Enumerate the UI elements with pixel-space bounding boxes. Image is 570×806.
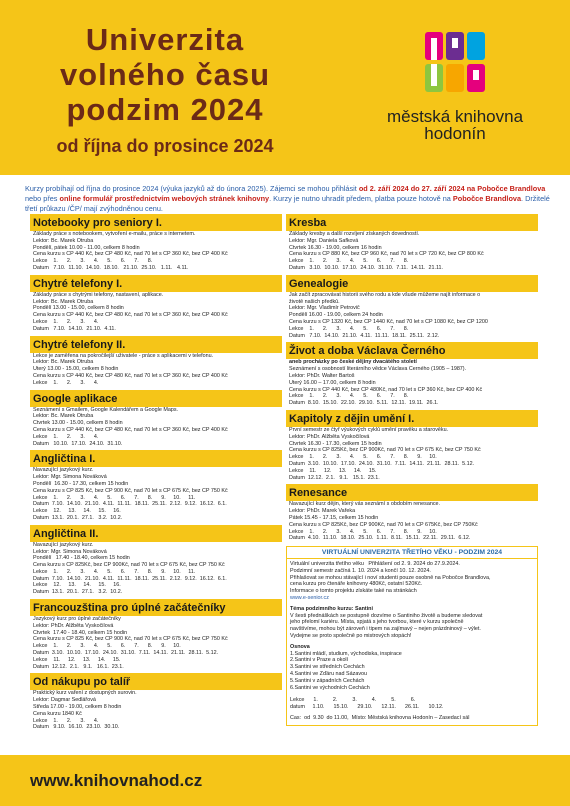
course-detail-line: Lektor: Mgr. Vladimír Petrovič: [289, 305, 360, 312]
course-detail-line: Lektor: Bc. Marek Otruba: [33, 413, 94, 420]
course-detail-line: Úterý 16.00 – 17.00, celkem 8 hodin: [289, 379, 376, 386]
osnova-item: 6.Santini ve východních Čechách: [290, 684, 370, 691]
osnova-title: Osnova: [290, 643, 310, 650]
library-name-line: hodonín: [424, 124, 486, 143]
course-detail-line: Cena kurzu s ČP 440 Kč, bez ČP 480 Kč, nad 70 let s ČP 360 Kč, bez ČP 400 Kč: [33, 372, 228, 379]
course-detail-line: Lekce 12. 13. 14. 15. 16.: [33, 508, 121, 515]
course-title: Angličtina I.: [30, 452, 282, 467]
course-detail-line: Lektor: Bc. Marek Otruba: [33, 237, 94, 244]
course-detail-line: Lekce 1. 2. 3. 4. 5. 6. 7. 8. 9. 10. 11.: [33, 494, 196, 501]
course-title: Chytré telefony I.: [30, 277, 282, 292]
virtual-university-box: [286, 546, 538, 726]
course-detail-line: Navazující jazykový kurz.: [33, 467, 94, 474]
course-detail-line: Datum 7.10. 11.10. 14.10. 18.10. 21.10. 25.10. 1.11. 4.11.: [33, 264, 189, 271]
course-card: [30, 214, 282, 272]
osnova-item: 3.Santini ve středních Čechách: [290, 664, 365, 671]
course-detail-line: Základy práce s chytrými telefony, nastavení, aplikace.: [33, 291, 164, 298]
course-detail-line: Lekce 1. 2. 3. 4. 5. 6. 7. 8. 9. 10.: [289, 528, 437, 535]
course-detail-line: Cena kurzu s ČP 1320 Kč, bez ČP 1440 Kč, nad 70 let s ČP 1080 Kč, bez ČP 1200: [289, 318, 488, 325]
course-detail-line: Základy kresby a další rozvíjení získaných dovedností.: [289, 231, 420, 237]
page-title: [40, 22, 290, 127]
topic-line: jeho přelomí kariéru. Místa, spjatá s jeho tvorbou, které v kurzu společně: [290, 619, 464, 626]
course-detail-line: První semestr ze čtyř výukových cyklů umění pravěku a starověku.: [289, 426, 449, 433]
virtual-info-line: Podzimní semestr začíná 1. 10. 2024 a končí 10. 12. 2024.: [290, 567, 431, 574]
course-detail-line: Lekce 1. 2. 3. 4.: [33, 379, 99, 386]
intro-text: [25, 184, 550, 214]
page-subtitle: od října do prosince 2024: [56, 136, 274, 156]
course-card: [286, 342, 538, 407]
course-detail-line: Pondělí 16.00 - 19.00, celkem 24 hodin: [289, 312, 383, 319]
intro-part: . Kurzy je nutno uhradit předem, platba pouze hotově na: [269, 194, 453, 203]
library-name-line: městská knihovna: [386, 107, 524, 126]
course-detail-line: Lekce 11. 12. 13. 14. 15.: [289, 467, 377, 474]
course-detail-line: Seznámení s Gmailem, Google Kalendářem a Google Maps.: [33, 406, 179, 413]
course-detail-line: Cena kurzu 1840 Kč: [33, 710, 82, 717]
course-detail-line: Lektor: Dagmar Sedlářová: [33, 697, 96, 704]
course-detail-line: Lektor: Bc. Marek Otruba: [33, 298, 94, 305]
course-card: [286, 275, 538, 340]
course-detail-line: Pondělí 17.40 - 18.40, celkem 15 hodin: [33, 555, 130, 562]
intro-highlight: online formulář prostřednictvím webových stránek knihovny: [59, 194, 270, 203]
title-line: Univerzita: [85, 22, 245, 57]
topic-title: Téma podzimního kurzu: Santini: [290, 605, 373, 612]
course-detail-line: Navazující kurz dějin, který vás seznámí s obdobím renesance.: [289, 501, 441, 508]
intro-part: . Držitelé třetí průkazu /ČP/ mají zvýhodněnou cenu.: [25, 194, 550, 213]
course-detail-line: Lekce 1. 2. 3. 4. 5. 6. 7. 8. 9. 10. 11.: [33, 568, 196, 575]
course-card: [30, 599, 282, 670]
course-detail-line: Čtvrtek 16.30 - 19.00, celkem 16 hodin: [289, 244, 382, 251]
course-detail-line: Lektor: Bc. Marek Otruba: [33, 359, 94, 366]
course-detail-line: Datum 7.10. 14.10. 21.10. 4.11. 11.11. 18.11. 25.11. 2.12. 9.12. 16.12. 6.1.: [33, 575, 227, 582]
course-detail-line: Datum 7.10. 14.10. 21.10. 4.11. 11.11. 18.11. 25.11. 2.12.: [289, 332, 440, 339]
course-card: [30, 673, 282, 731]
course-detail-line: Lekce 1. 2. 3. 4.: [33, 717, 99, 724]
course-title: Chytré telefony II.: [30, 338, 282, 353]
course-title: Renesance: [286, 486, 538, 501]
course-title: Genealogie: [286, 277, 538, 292]
course-detail-line: Čtvrtek 13.00 - 15.00, celkem 8 hodin: [33, 420, 123, 427]
course-detail-line: Seznámení s osobností literárního vědce Václava Černého (1905 – 1987).: [289, 366, 467, 373]
virtual-university-title: VIRTUÁLNÍ UNIVERZITA TŘETÍHO VĚKU - PODZIM 2024: [287, 547, 537, 559]
course-detail-line: Jazykový kurz pro úplné začátečníky: [33, 616, 121, 623]
virtual-schedule-line: datum 1.10. 15.10. 29.10. 12.11. 26.11. 10.12.: [290, 704, 444, 711]
course-detail-line: Lektor: Mgr. Daniela Šafková: [289, 237, 359, 244]
course-detail-line: Datum 3.10. 10.10. 17.10. 24.10. 31.10. 7.11. 14.11. 21.11.: [289, 264, 444, 271]
left-course-column: [30, 214, 282, 734]
library-logo-icon: [425, 32, 485, 92]
intro-highlight: Pobočce Brandlova: [452, 194, 522, 203]
course-detail-line: Datum 3.10. 10.10. 17.10. 24.10. 31.10. 7.11. 14.11. 21.11. 28.11. 5.12.: [289, 460, 475, 467]
course-detail-line: Cena kurzu s ČP 825Kč, bez ČP 900Kč, nad 70 let s ČP 675 Kč, bez ČP 750 Kč: [289, 447, 481, 454]
topic-line: V šesti přednáškách se postupně dozvíme o Santiniho životě a budeme sledovat: [290, 612, 483, 619]
course-detail-line: Lekce 1. 2. 3. 4.: [33, 318, 99, 325]
course-detail-line: Datum 9.10. 16.10. 23.10. 30.10.: [33, 724, 120, 731]
course-detail-line: Lektor: PhDr. Alžběta Vyskočilová: [33, 622, 114, 629]
course-detail-line: Lekce 1. 2. 3. 4. 5. 6. 7. 8.: [289, 325, 409, 332]
title-line: podzim 2024: [66, 92, 264, 127]
course-card: [30, 275, 282, 333]
course-title: Angličtina II.: [30, 527, 282, 542]
course-detail-line: Lektor: PhDr. Alžběta Vyskočilová: [289, 433, 370, 440]
intro-part: Kurzy probíhají od října do prosince 2024 (výuka jazyků až do února 2025). Zájemci se mohou přihlásit: [25, 184, 359, 193]
course-detail-line: Lektor: Mgr. Simona Nováková: [33, 474, 107, 481]
course-card: [286, 484, 538, 542]
course-detail-line: Datum 10.10. 17.10. 24.10. 31.10.: [33, 440, 123, 447]
virtual-info-line: Virtuální univerzita třetího věku Přihlášení od 2. 9. 2024 do 27.9.2024.: [290, 561, 460, 568]
course-detail-line: Základy práce s notebookem, vytvoření e-mailu, práce s internetem.: [33, 231, 196, 237]
course-detail-line: Čtvrtek 16.30 - 17.30, celkem 15 hodin: [289, 440, 382, 447]
website-link[interactable]: www.knihovnahod.cz: [30, 771, 203, 790]
course-detail-line: Datum 12.12. 2.1. 9.1. 16.1. 23.1.: [33, 663, 124, 670]
course-title: Google aplikace: [30, 392, 282, 407]
course-detail-line: Lekce je zaměřena na pokročilejší uživatele - práce s aplikacemi v telefonu.: [33, 352, 214, 359]
course-detail-line: Datum 8.10. 15.10. 22.10. 29.10. 5.11. 12.11. 19.11. 26.1.: [289, 400, 439, 407]
course-detail-line: Cena kurzu s ČP 825 Kč, bez ČP 900 Kč, nad 70 let s ČP 675 Kč, bez ČP 750 Kč: [33, 636, 228, 643]
course-detail-line: Cena kurzu s ČP 880 Kč, bez ČP 960 Kč, nad 70 let s ČP 720 Kč, bez ČP 800 Kč: [289, 251, 484, 258]
course-card: [30, 336, 282, 387]
course-title: Kapitoly z dějin umění I.: [286, 412, 538, 427]
course-detail-line: Cena kurzu s ČP 440 Kč, bez ČP 480 Kč, nad 70 let s ČP 360 Kč, bez ČP 400 Kč: [33, 426, 228, 433]
course-detail-line: Úterý 13.00 - 15.00, celkem 8 hodin: [33, 366, 119, 373]
course-card: [286, 214, 538, 272]
course-detail-line: Praktický kurz vaření z dostupných surovin.: [33, 690, 137, 697]
osnova-item: 2.Santini v Praze a okolí: [290, 657, 349, 664]
course-detail-line: Cena kurzu s ČP 440 Kč, bez ČP 480 Kč, nad 70 let s ČP 360 Kč, bez ČP 400 Kč: [33, 312, 228, 319]
course-detail-line: Pátek 15.45 - 17.15, celkem 15 hodin: [289, 514, 379, 521]
intro-part: nebo přes: [25, 194, 60, 203]
course-detail-line: Lekce 1. 2. 3. 4. 5. 6. 7. 8.: [289, 258, 409, 265]
intro-highlight: od 2. září 2024 do 27. září 2024 na Pobočce Brandlova: [358, 184, 546, 193]
course-detail-line: Datum 7.10. 14.10. 21.10. 4.11.: [33, 325, 116, 332]
course-detail-line: Lektor: PhDr. Walter Bartoš: [289, 372, 355, 379]
topic-line: navštívíme, mohou být zároveň i tipem na zajímavý – nejen prázdninový – výlet.: [290, 626, 481, 633]
course-detail-line: Čtvrtek 17.40 - 18.40, celkem 15 hodin: [33, 629, 128, 636]
course-detail-line: Datum 3.10. 10.10. 17.10. 24.10. 31.10. 7.11. 14.11. 21.11. 28.11. 5.12.: [33, 650, 219, 657]
course-card: [30, 525, 282, 596]
course-detail-line: Lekce 1. 2. 3. 4. 5. 6. 7. 8.: [289, 393, 409, 400]
course-detail-line: Datum 13.1. 20.1. 27.1. 3.2. 10.2.: [33, 589, 123, 596]
course-title: Život a doba Václava Černého: [286, 344, 538, 359]
course-detail-line: Cena kurzu s ČP 825Kč, bez ČP 900Kč, nad 70 let s ČP 675 Kč, bez ČP 750 Kč: [33, 562, 225, 569]
course-detail-line: Cena kurzu s ČP 440 Kč, bez ČP 480 Kč, nad 70 let s ČP 360 Kč, bez ČP 400 Kč: [33, 251, 228, 258]
course-card: [286, 410, 538, 481]
course-detail-line: Datum 13.1. 20.1. 27.1. 3.2. 10.2.: [33, 514, 123, 521]
course-detail-line: Cena kurzu s ČP 825 Kč, bez ČP 900 Kč, nad 70 let s ČP 675 Kč, bez ČP 750 Kč: [33, 487, 228, 494]
course-title: Francouzština pro úplné začátečníky: [30, 601, 282, 616]
course-detail-line: Lektor: PhDr. Marek Vařeka: [289, 508, 356, 515]
virtual-footer-line: Čas: od 9.30 do 11.00, Místo: Městská knihovna Hodonín – Zasedací sál: [290, 715, 470, 722]
right-course-column: [286, 214, 538, 726]
virtual-university-body: [287, 559, 537, 725]
course-title: Kresba: [286, 216, 538, 231]
course-detail-line: Pondělí, pátek 10.00 - 11.00, celkem 8 hodin: [33, 244, 140, 251]
course-detail-line: Navazující jazykový kurz.: [33, 541, 94, 548]
course-detail-line: Datum 4.10. 11.10. 18.10. 25.10. 1.11. 8.11. 15.11. 22.11. 29.11. 6.12.: [289, 535, 471, 542]
course-detail-line: Středa 17.00 - 19.00, celkem 8 hodin: [33, 704, 122, 711]
virtual-info-line: Informace o tomto projektu získáte také na stránkách: [290, 588, 417, 595]
course-detail-line: životě našich předků.: [289, 298, 340, 305]
course-detail-line: Lektor: Mgr. Simona Nováková: [33, 548, 107, 555]
topic-line: Vydejme se proto společně po mistrových stopách!: [290, 633, 412, 640]
virtual-link[interactable]: www.e-senior.cz: [290, 595, 329, 602]
course-detail-line: Pondělí 16.30 - 17.30, celkem 15 hodin: [33, 480, 129, 487]
course-detail-line: Lekce 1. 2. 3. 4. 5. 6. 7. 8.: [33, 258, 153, 265]
course-title: Od nákupu po talíř: [30, 675, 282, 690]
course-detail-line: Jak začít zpracovávat historii svého rodu a kde všude můžeme najít informace o: [289, 291, 481, 298]
course-detail-line: Lekce 1. 2. 3. 4. 5. 6. 7. 8. 9. 10.: [33, 643, 181, 650]
course-detail-line: Lekce 12. 13. 14. 15. 16.: [33, 582, 121, 589]
course-detail-line: Cena kurzu s ČP 440 Kč, bez ČP 480Kč, nad 70 let s ČP 360 Kč, bez ČP 400 Kč: [289, 386, 483, 393]
osnova-item: 5.Santini v západních Čechách: [290, 677, 365, 684]
virtual-info-line: cena kurzu pro čtenáře knihovny 480Kč, ostatní 520Kč.: [290, 581, 423, 588]
course-detail-line: Datum 7.10. 14.10. 21.10. 4.11. 11.11. 18.11. 25.11. 2.12. 9.12. 16.12. 6.1.: [33, 501, 227, 508]
title-line: volného času: [59, 57, 271, 92]
course-detail-line: Cena kurzu s ČP 825Kč, bez ČP 900Kč, nad 70 let s ČP 675Kč, bez ČP 750Kč: [289, 521, 478, 528]
course-detail-line: Lekce 11. 12. 13. 14. 15.: [33, 656, 121, 663]
osnova-item: 1.Santini mládí, studium, východiska, inspirace: [290, 650, 402, 657]
course-detail-line: aneb procházky po české dějiny dvacátého století: [289, 359, 417, 366]
course-detail-line: Lekce 1. 2. 3. 4.: [33, 433, 99, 440]
course-title: Notebooky pro seniory I.: [30, 216, 282, 231]
course-detail-line: Pondělí 13.00 - 15.00, celkem 8 hodin: [33, 305, 124, 312]
course-detail-line: Datum 12.12. 2.1. 9.1. 15.1. 23.1.: [289, 474, 380, 481]
virtual-info-line: Přihlašovat se mohou stávající i noví studenti pouze osobně na Pobočce Brandlova,: [290, 574, 491, 581]
virtual-schedule-line: Lekce 1. 2. 3. 4. 5. 6.: [290, 697, 416, 704]
osnova-item: 4.Santini ve Žďáru nad Sázavou: [290, 671, 368, 678]
library-name: [360, 108, 550, 142]
course-card: [30, 390, 282, 448]
course-card: [30, 450, 282, 521]
course-detail-line: Lekce 1. 2. 3. 4. 5. 6. 7. 8. 9. 10.: [289, 454, 437, 461]
